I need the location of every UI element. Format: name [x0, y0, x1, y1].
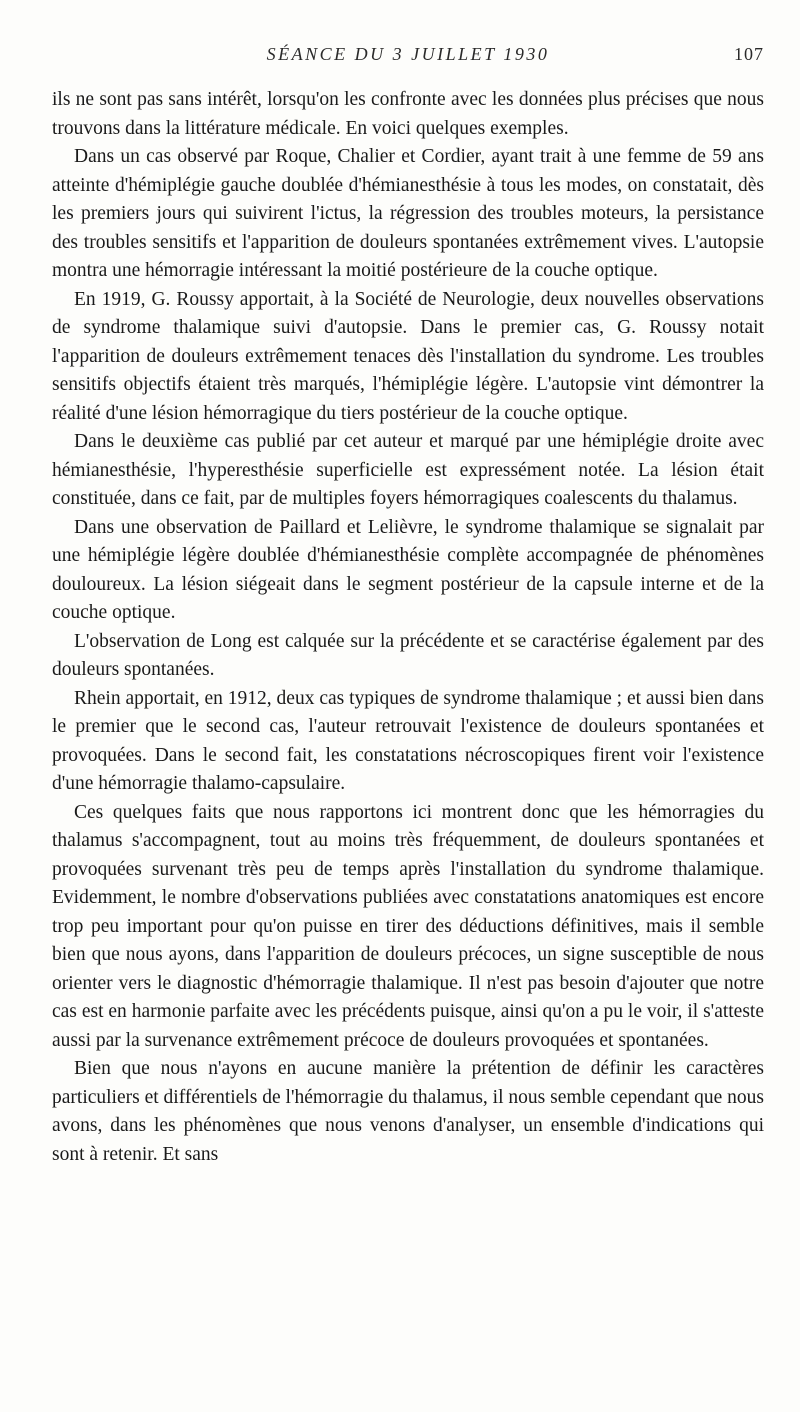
- paragraph-rhein-cases: Rhein apportait, en 1912, deux cas typiques de syndrome thalamique ; et aussi bien dans le premier que le second cas, l'auteur retrouvait l'existence de douleurs spontanées et provoquées. Dans le second fait, les constatations nécroscopiques firent voir l'existence d'une hémorragie thalamo-capsulaire.: [52, 687, 764, 794]
- paragraph-roussy-observations: En 1919, G. Roussy apportait, à la Société de Neurologie, deux nouvelles observations de syndrome thalamique suivi d'autopsie. Dans le premier cas, G. Roussy notait l'apparition de douleurs extrêmement tenaces dès l'installation du syndrome. Les troubles sensitifs objectifs étaient très marqués, l'hémiplégie légère. L'autopsie vint démontrer la réalité d'une lésion hémorragique du tiers postérieur de la couche optique.: [52, 288, 764, 424]
- paragraph-long-observation: L'observation de Long est calquée sur la précédente et se caractérise également par des douleurs spontanées.: [52, 630, 764, 680]
- paragraph-second-case: Dans le deuxième cas publié par cet auteur et marqué par une hémiplégie droite avec hémianesthésie, l'hyperesthésie superficielle est expressément notée. La lésion était constituée, dans ce fait, par de multiples foyers hémorragiques coalescents du thalamus.: [52, 431, 764, 509]
- paragraph-paillard-lelievre: Dans une observation de Paillard et Lelièvre, le syndrome thalamique se signalait par une hémiplégie légère doublée d'hémianesthésie complète accompagnée de phénomènes douloureux. La lésion siégeait dans le segment postérieur de la capsule interne et de la couche optique.: [52, 516, 764, 623]
- paragraph-synthesis: Ces quelques faits que nous rapportons ici montrent donc que les hémorragies du thalamus s'accompagnent, tout au moins très fréquemment, de douleurs spontanées et provoquées survenant très peu de temps après l'installation du syndrome thalamique. Evidemment, le nombre d'observations publiées avec constatations anatomiques est encore trop peu important pour qu'on puisse en tirer des déductions définitives, mais il semble bien que nous ayons, dans l'apparition de douleurs précoces, un signe susceptible de nous orienter vers le diagnostic d'hémorragie thalamique. Il n'est pas besoin d'ajouter que notre cas est en harmonie parfaite avec les précédents puisque, ainsi qu'on a pu le voir, il s'atteste aussi par la survenance extrêmement précoce de douleurs provoquées et spontanées.: [52, 801, 764, 1051]
- paragraph-conclusion-start: Bien que nous n'ayons en aucune manière la prétention de définir les caractères particuliers et différentiels de l'hémorragie du thalamus, il nous semble cependant que nous avons, dans les phénomènes que nous venons d'analyser, un ensemble d'indications qui sont à retenir. Et sans: [52, 1058, 764, 1165]
- page-header: [52, 44, 764, 72]
- paragraph-roque-case: Dans un cas observé par Roque, Chalier et Cordier, ayant trait à une femme de 59 ans atteinte d'hémiplégie gauche doublée d'hémianesthésie à tous les modes, on constatait, dès les premiers jours qui suivirent l'ictus, la régression des troubles moteurs, la persistance des troubles sensitifs et l'apparition de douleurs spontanées extrêmement vives. L'autopsie montra une hémorragie intéressant la moitié postérieure de la couche optique.: [52, 146, 764, 281]
- paragraph-continuation: ils ne sont pas sans intérêt, lorsqu'on les confronte avec les données plus précises que nous trouvons dans la littérature médicale. En voici quelques exemples.: [52, 89, 764, 139]
- running-head: SÉANCE DU 3 JUILLET 1930: [266, 44, 550, 64]
- body-text: [52, 86, 764, 1169]
- page-number: 107: [734, 44, 764, 64]
